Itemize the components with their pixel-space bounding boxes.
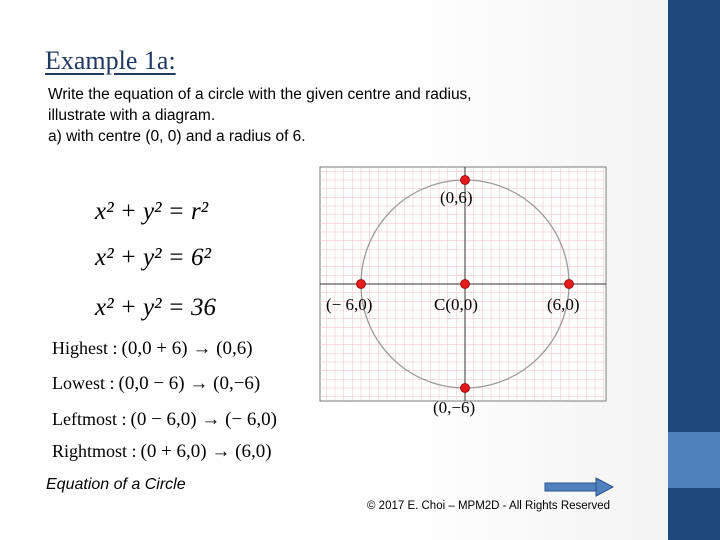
point-center-marker — [461, 280, 470, 289]
label-right: (6,0) — [547, 295, 580, 314]
point-right-marker — [565, 280, 574, 289]
intro-line: illustrate with a diagram. — [48, 107, 216, 124]
equation-substituted: x² + y² = 6² — [95, 244, 211, 271]
point-top-marker — [461, 176, 470, 185]
circle-graph — [320, 167, 606, 417]
footer-copyright: © 2017 E. Choi – MPM2D - All Rights Reserved — [367, 500, 611, 512]
slide-title: Example 1a: — [45, 46, 176, 75]
point-left-marker — [357, 280, 366, 289]
arrow-shaft — [545, 483, 597, 491]
intro-line: a) with centre (0, 0) and a radius of 6. — [48, 128, 306, 145]
intro-text — [48, 84, 588, 147]
label-center: C(0,0) — [434, 295, 478, 314]
label-top: (0,6) — [440, 188, 473, 207]
right-decor-accent — [668, 432, 720, 488]
equation-final: x² + y² = 36 — [95, 294, 216, 321]
label-left: (− 6,0) — [326, 295, 373, 314]
point-highest: Highest : (0,0 + 6) → (0,6) — [52, 338, 253, 359]
intro-line: Write the equation of a circle with the given centre and radius, — [48, 86, 472, 103]
caption: Equation of a Circle — [46, 476, 186, 493]
right-decor-band — [668, 0, 720, 540]
arrow-head — [596, 478, 613, 496]
point-leftmost: Leftmost : (0 − 6,0) → (− 6,0) — [52, 409, 277, 430]
label-bottom: (0,−6) — [433, 398, 476, 417]
point-rightmost: Rightmost : (0 + 6,0) → (6,0) — [52, 441, 272, 462]
point-lowest: Lowest : (0,0 − 6) → (0,−6) — [52, 373, 261, 394]
equation-general: x² + y² = r² — [95, 198, 209, 225]
point-bottom-marker — [461, 384, 470, 393]
next-arrow-icon[interactable] — [544, 477, 614, 497]
